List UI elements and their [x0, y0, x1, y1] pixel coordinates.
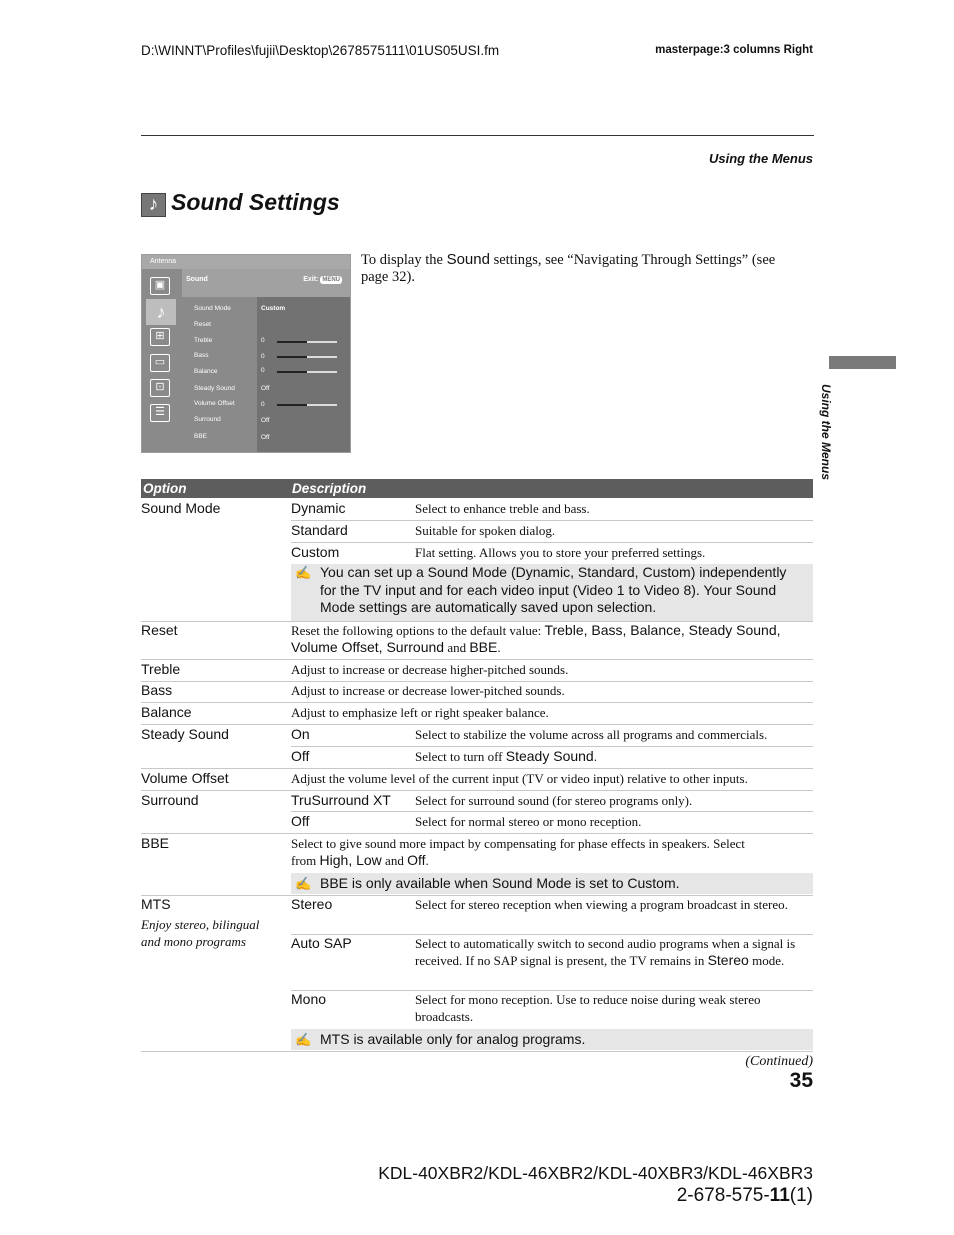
parental-lock-icon: ⊡	[150, 379, 170, 397]
note-box	[291, 1029, 813, 1050]
option-bass: Bass	[141, 682, 173, 698]
tv-menu-badge: MENU	[322, 277, 340, 283]
sub-description: Select for mono reception. Use to reduce noise during weak stereo broadcasts.	[415, 992, 761, 1024]
option-steady-sound: Steady Sound	[141, 726, 229, 742]
sub-description: Select for stereo reception when viewing a program broadcast in stereo.	[415, 897, 788, 912]
tv-item-label: Surround	[194, 416, 221, 423]
row-divider	[141, 790, 813, 791]
sub-description: Select for surround sound (for stereo programs only).	[415, 793, 693, 808]
column-header-description: Description	[292, 481, 367, 496]
sub-option: Off	[291, 813, 310, 829]
sub-option: Auto SAP	[291, 935, 352, 951]
treble-slider	[277, 341, 337, 343]
sub-description: Select to turn off Steady Sound.	[415, 748, 597, 764]
note-box	[291, 564, 813, 621]
note-pencil-icon: ✍	[295, 565, 312, 580]
sub-description: Select to automatically switch to second audio programs when a signal is received. If no SAP signal is present, the TV remains in Stereo mode.	[415, 936, 796, 968]
row-divider	[141, 724, 813, 725]
tv-value-list	[257, 297, 350, 452]
bbe-description: Select to give sound more impact by compensating for phase effects in speakers. Select from High, Low and Off.	[291, 836, 745, 868]
sub-description: Flat setting. Allows you to store your preferred settings.	[415, 545, 706, 560]
slider-fill	[277, 371, 307, 373]
volume-offset-slider	[277, 404, 337, 406]
slider-fill	[277, 341, 307, 343]
tv-item-label: Treble	[194, 337, 213, 344]
tv-item-value: 0	[261, 353, 265, 360]
tv-item-label: Reset	[194, 321, 211, 328]
sub-option: TruSurround XT	[291, 792, 391, 808]
page-number: 35	[789, 1069, 813, 1092]
tv-item-label: Sound Mode	[194, 305, 231, 312]
note-box	[291, 873, 813, 894]
file-path: D:\WINNT\Profiles\fujii\Desktop\2678575111\01US05USI.fm	[141, 43, 500, 58]
sub-option: Mono	[291, 991, 327, 1007]
row-divider	[291, 746, 813, 747]
row-divider	[291, 542, 813, 543]
volume-offset-description: Adjust the volume level of the current input (TV or video input) relative to other inputs.	[291, 771, 748, 786]
tv-menu-header	[142, 255, 350, 269]
row-divider	[141, 702, 813, 703]
option-volume-offset: Volume Offset	[141, 770, 229, 786]
slider-fill	[277, 356, 307, 358]
side-tab-label: Using the Menus	[819, 384, 833, 481]
reset-description: Reset the following options to the default value: Treble, Bass, Balance, Steady Sound, Volume Offset, Surround and BBE.	[291, 622, 781, 655]
treble-description: Adjust to increase or decrease higher-pitched sounds.	[291, 662, 569, 677]
masterpage-label: masterpage:3 columns Right	[655, 44, 813, 56]
sub-option: Custom	[291, 544, 340, 560]
tv-icon-column	[142, 269, 182, 452]
bass-description: Adjust to increase or decrease lower-pitched sounds.	[291, 683, 565, 698]
tv-item-label: Balance	[194, 368, 218, 375]
sub-option: Dynamic	[291, 500, 346, 516]
music-note-icon: ♪	[141, 193, 166, 217]
bass-slider	[277, 356, 337, 358]
tv-item-value: Custom	[261, 305, 286, 312]
sub-description: Select to enhance treble and bass.	[415, 501, 590, 516]
sub-option: Standard	[291, 522, 348, 538]
sub-option: Off	[291, 748, 310, 764]
note-text: BBE is only available when Sound Mode is set to Custom.	[320, 875, 680, 891]
row-divider	[291, 520, 813, 521]
tv-item-label: Steady Sound	[194, 385, 235, 392]
music-note-icon: ♪	[146, 299, 176, 325]
tv-item-value: 0	[261, 337, 265, 344]
sub-description: Select to stabilize the volume across all programs and commercials.	[415, 727, 768, 742]
sub-description: Select for normal stereo or mono reception.	[415, 814, 642, 829]
balance-description: Adjust to emphasize left or right speaker balance.	[291, 705, 549, 720]
continued-label: (Continued)	[745, 1054, 813, 1069]
table-header	[141, 479, 813, 498]
tv-menu-screenshot	[141, 254, 351, 453]
tv-item-value: 0	[261, 367, 265, 374]
row-divider	[291, 811, 813, 812]
picture-icon: ▣	[150, 277, 170, 295]
option-balance: Balance	[141, 704, 192, 720]
option-reset: Reset	[141, 622, 178, 638]
running-head: Using the Menus	[708, 151, 813, 166]
mts-subtitle: Enjoy stereo, bilingual and mono programs	[141, 917, 260, 949]
row-divider	[141, 659, 813, 660]
document-code: 2-678-575-11(1)	[676, 1185, 813, 1206]
sub-option: On	[291, 726, 310, 742]
tv-item-label: Bass	[194, 352, 209, 359]
option-mts: MTS	[141, 896, 171, 912]
tv-item-value: Off	[261, 417, 270, 424]
intro-paragraph: To display the Sound settings, see “Navigating Through Settings” (see page 32).	[361, 251, 776, 285]
setup-icon: ☰	[150, 404, 170, 422]
balance-slider	[277, 371, 337, 373]
tv-item-value: Off	[261, 385, 270, 392]
model-numbers: KDL-40XBR2/KDL-46XBR2/KDL-40XBR3/KDL-46XBR3	[378, 1163, 813, 1183]
row-divider	[141, 768, 813, 769]
option-treble: Treble	[141, 661, 181, 677]
top-rule	[141, 135, 814, 136]
tv-item-value: 0	[261, 401, 265, 408]
slider-fill	[277, 404, 307, 406]
table-bottom-rule	[141, 1051, 813, 1052]
side-tab-marker	[829, 356, 896, 369]
tv-item-label: Volume Offset	[194, 400, 235, 407]
tv-menu-title: Sound	[186, 276, 208, 283]
sub-option: Stereo	[291, 896, 333, 912]
option-sound-mode: Sound Mode	[141, 500, 221, 516]
tv-item-list	[182, 297, 257, 452]
tv-input-label: Antenna	[150, 258, 177, 265]
section-title: Sound Settings	[171, 189, 340, 215]
tv-exit-label: Exit:	[303, 276, 319, 283]
tv-menu-titlebar	[182, 269, 350, 297]
option-surround: Surround	[141, 792, 199, 808]
column-header-option: Option	[143, 481, 187, 496]
note-pencil-icon: ✍	[295, 1032, 312, 1047]
option-bbe: BBE	[141, 835, 170, 851]
channel-icon: ▭	[150, 354, 170, 372]
sub-description: Suitable for spoken dialog.	[415, 523, 556, 538]
tv-exit-hint	[303, 276, 342, 284]
note-text: MTS is available only for analog programs.	[320, 1031, 586, 1047]
screen-icon: ⊞	[150, 328, 170, 346]
sound-term: Sound	[446, 251, 490, 268]
note-pencil-icon: ✍	[295, 876, 312, 891]
row-divider	[141, 833, 813, 834]
note-text: You can set up a Sound Mode (Dynamic, Standard, Custom) independently for the TV input and for each video input (Video 1 to Video 8). Your Sound Mode settings are automatically saved upon selection.	[320, 564, 787, 615]
tv-item-value: Off	[261, 434, 270, 441]
tv-item-label: BBE	[194, 433, 208, 440]
